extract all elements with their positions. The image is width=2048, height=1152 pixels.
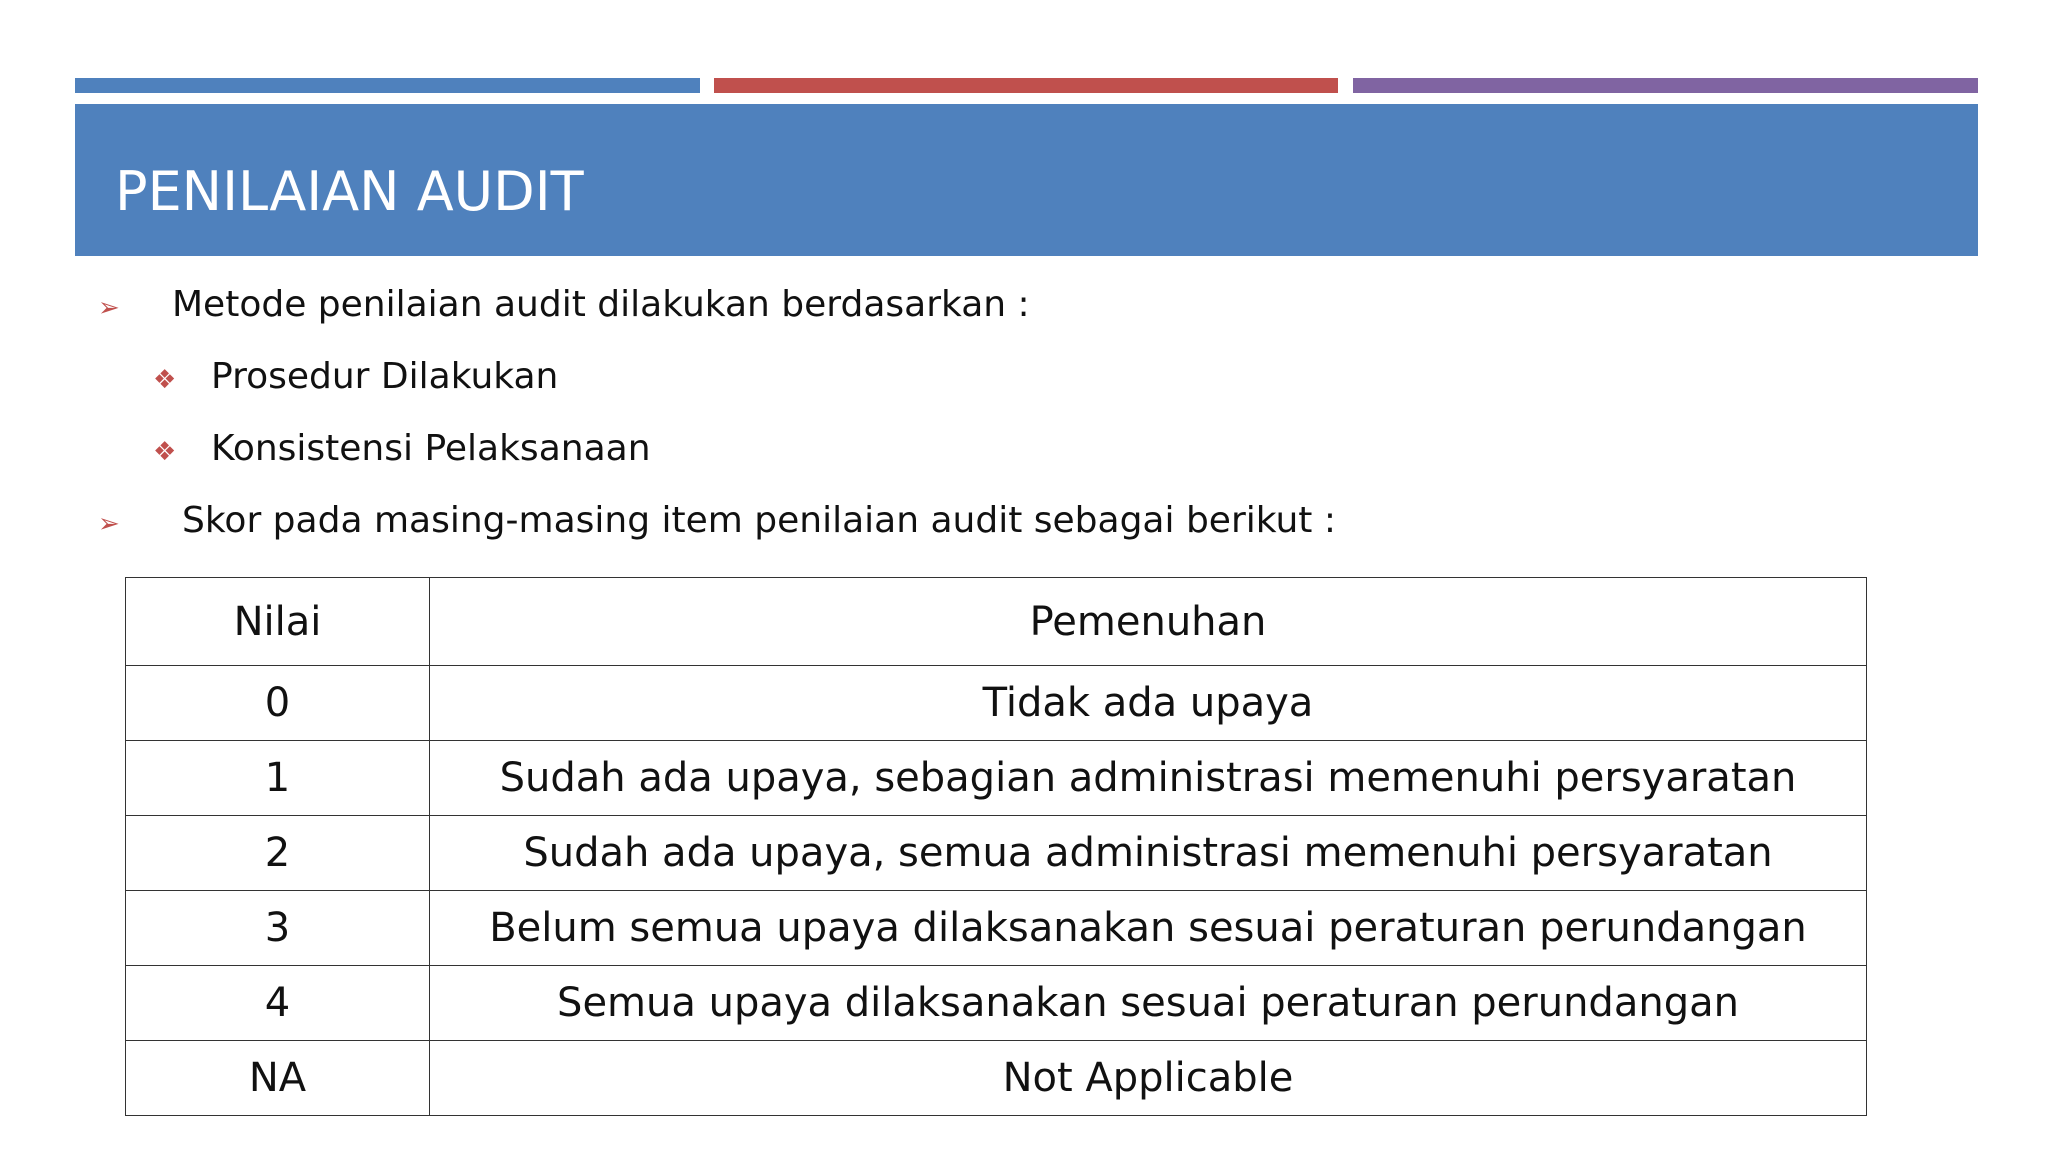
- arrowhead-icon: ➢: [98, 509, 120, 539]
- table-row: [126, 891, 1867, 966]
- sub-bullet-konsistensi: Konsistensi Pelaksanaan: [211, 428, 651, 469]
- cell-nilai: 0: [126, 666, 430, 741]
- accent-bar-red: [714, 78, 1338, 93]
- cell-nilai: 1: [126, 741, 430, 816]
- accent-bar-blue: [75, 78, 700, 93]
- table-row: [126, 666, 1867, 741]
- header-nilai: Nilai: [126, 578, 430, 666]
- cell-pemenuhan: Belum semua upaya dilaksanakan sesuai peraturan perundangan: [430, 891, 1867, 966]
- cell-nilai: 3: [126, 891, 430, 966]
- diamond-bullet-icon: ❖: [153, 365, 177, 395]
- cell-pemenuhan: Sudah ada upaya, semua administrasi memenuhi persyaratan: [430, 816, 1867, 891]
- table-header-row: [126, 578, 1867, 666]
- title-band: [75, 104, 1978, 256]
- cell-pemenuhan: Tidak ada upaya: [430, 666, 1867, 741]
- cell-nilai: 4: [126, 966, 430, 1041]
- bullet-method: Metode penilaian audit dilakukan berdasarkan :: [172, 284, 1030, 325]
- cell-pemenuhan: Semua upaya dilaksanakan sesuai peraturan perundangan: [430, 966, 1867, 1041]
- bullet-skor: Skor pada masing-masing item penilaian audit sebagai berikut :: [182, 500, 1336, 541]
- sub-bullet-prosedur: Prosedur Dilakukan: [211, 356, 559, 397]
- cell-pemenuhan: Not Applicable: [430, 1041, 1867, 1116]
- table-row: [126, 741, 1867, 816]
- header-pemenuhan: Pemenuhan: [430, 578, 1867, 666]
- diamond-bullet-icon: ❖: [153, 437, 177, 467]
- cell-pemenuhan: Sudah ada upaya, sebagian administrasi memenuhi persyaratan: [430, 741, 1867, 816]
- cell-nilai: 2: [126, 816, 430, 891]
- table-row: [126, 816, 1867, 891]
- arrowhead-icon: ➢: [98, 293, 120, 323]
- cell-nilai: NA: [126, 1041, 430, 1116]
- table-row: [126, 966, 1867, 1041]
- accent-bar-purple: [1353, 78, 1978, 93]
- slide-title: PENILAIAN AUDIT: [115, 160, 584, 223]
- table-row: [126, 1041, 1867, 1116]
- score-table: [125, 577, 1867, 1116]
